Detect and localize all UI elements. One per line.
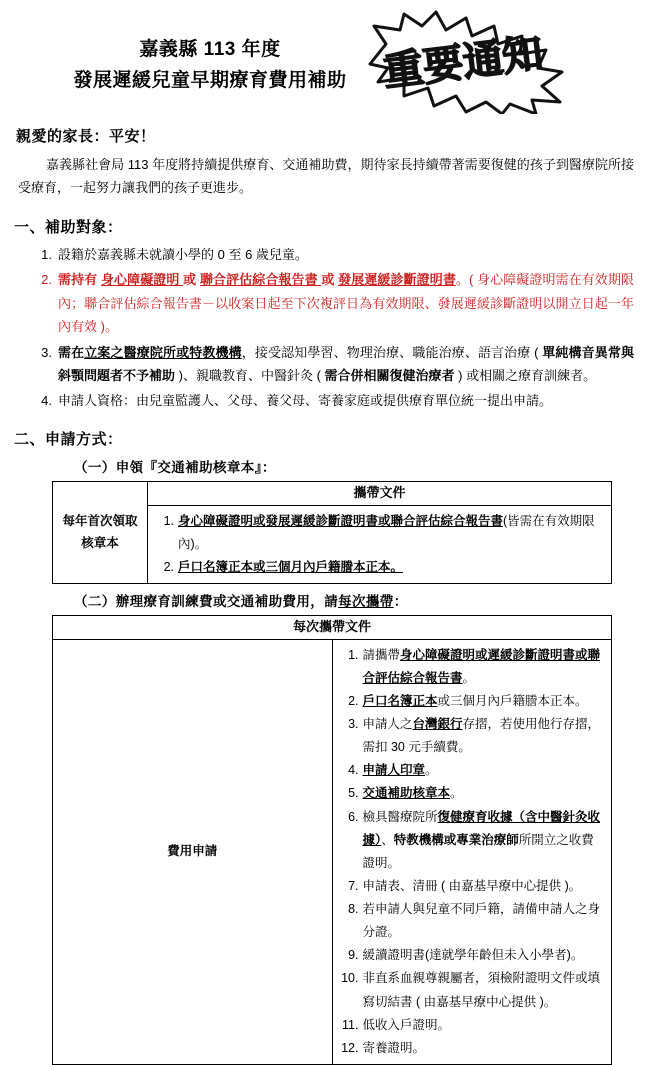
document-header bbox=[0, 0, 652, 120]
eligibility-list bbox=[0, 243, 652, 413]
text-run: 身心障礙證明或遲緩診斷證明書或聯合評估綜合報告書 bbox=[362, 647, 601, 685]
transport-stamp-book-table bbox=[52, 481, 612, 584]
list-item bbox=[363, 944, 604, 967]
text-run: 請攜帶 bbox=[362, 647, 401, 662]
text-run: 需在 bbox=[58, 344, 85, 360]
list-item bbox=[363, 1014, 604, 1037]
text-run: 交通補助核章本 bbox=[362, 786, 451, 801]
list-item bbox=[363, 644, 604, 690]
page-title bbox=[0, 34, 420, 97]
text-run: 設籍於嘉義縣未就讀小學的 0 至 6 歲兒童。 bbox=[58, 247, 308, 262]
table1-row-label: 每年首次領取 核章本 bbox=[53, 482, 148, 584]
list-item bbox=[363, 690, 604, 713]
section-1-heading: 一、補助對象： bbox=[14, 219, 123, 237]
subsection-1-title: （一）申領『交通補助核章本』： bbox=[74, 460, 276, 476]
table2-documents-cell bbox=[332, 639, 612, 1064]
intro-paragraph: 嘉義縣社會局 113 年度將持續提供療育、交通補助費，期待家長持續帶著需要復健的孩子到醫療院所接受療育，一起努力讓我們的孩子更進步。 bbox=[18, 156, 634, 195]
text-run: 聯合評估綜合報告書 bbox=[199, 272, 322, 288]
list-item bbox=[363, 967, 604, 1013]
table2-row-label: 費用申請 bbox=[53, 639, 333, 1064]
table1-documents-cell bbox=[148, 505, 612, 583]
text-run: 存摺，若使用他行存摺，需扣 30 元手續費。 bbox=[362, 717, 601, 755]
text-run: 申請人之 bbox=[362, 717, 413, 732]
text-run: 身心障礙證明或發展遲緩診斷證明書或聯合評估綜合報告書 bbox=[178, 513, 504, 528]
text-run: 或 bbox=[183, 272, 200, 288]
svg-text:重要通知: 重要通知 bbox=[380, 30, 546, 96]
list-item bbox=[58, 243, 634, 266]
text-run: 發展遲緩診斷證明書 bbox=[338, 272, 456, 288]
text-run: 或 bbox=[321, 272, 339, 288]
list-item bbox=[58, 268, 634, 338]
text-run: 非直系血親尊親屬者，須檢附證明文件或填寫切結書 ( 由嘉基早療中心提供 )。 bbox=[362, 971, 601, 1009]
text-run: 若申請人與兒童不同戶籍，請備申請人之身分證。 bbox=[362, 902, 601, 940]
table1-document-list bbox=[152, 508, 607, 581]
fee-application-table bbox=[52, 615, 612, 1065]
text-run: 或三個月內戶籍謄本正本。 bbox=[437, 693, 588, 708]
list-item bbox=[178, 556, 603, 579]
list-item bbox=[363, 713, 604, 759]
table1-column-header: 攜帶文件 bbox=[148, 482, 612, 506]
text-run: 所開立之收費證明。 bbox=[362, 832, 594, 870]
text-run: 。 bbox=[450, 786, 463, 801]
text-run: 戶口名簿正本 bbox=[362, 693, 438, 708]
list-item bbox=[363, 898, 604, 944]
text-run: ，接受認知學習、物理治療、職能治療、語言治療 ( bbox=[241, 344, 539, 360]
important-notice-stamp-icon bbox=[360, 10, 600, 114]
text-run: 。 bbox=[462, 670, 476, 685]
table2-column-header: 每次攜帶文件 bbox=[53, 615, 612, 639]
list-item bbox=[178, 510, 603, 556]
greeting-line: 親愛的家長：平安！ bbox=[16, 128, 156, 145]
text-run: 需合併相關復健治療者 bbox=[320, 367, 455, 383]
list-item bbox=[363, 875, 604, 898]
text-run: 、 bbox=[381, 832, 394, 847]
text-run: 。( 身心障礙證明需在有效期限內；聯合評估綜合報告書－以收案日起至下次複評日為有效期限、發展遲緩診斷證明以開立日起一年內有效 )。 bbox=[58, 272, 634, 335]
subsection-2-title: （二）辦理療育訓練費或交通補助費用，請每次攜帶： bbox=[74, 594, 408, 610]
text-run: 緩讀證明書(達就學年齡但未入小學者)。 bbox=[362, 948, 584, 963]
text-run: 低收入戶證明。 bbox=[362, 1017, 451, 1032]
list-item bbox=[363, 759, 604, 782]
text-run: )、親職教育、中醫針灸 ( bbox=[175, 367, 321, 383]
title-line-2: 發展遲緩兒童早期療育費用補助 bbox=[73, 70, 347, 92]
text-run: 戶口名簿正本或三個月內戶籍謄本正本。 bbox=[178, 560, 404, 575]
text-run: (皆需在有效期限內)。 bbox=[178, 513, 595, 552]
text-run: 台灣銀行 bbox=[412, 717, 463, 732]
text-run: 需持有 bbox=[58, 272, 101, 288]
list-item bbox=[363, 782, 604, 805]
text-run: 申請人資格：由兒童監護人、父母、養父母、寄養家庭或提供療育單位統一提出申請。 bbox=[58, 393, 553, 409]
text-run: 立案之醫療院所或特教機構 bbox=[84, 344, 242, 360]
list-item bbox=[363, 806, 604, 875]
text-run: 申請人印章 bbox=[362, 763, 426, 778]
text-run: 寄養證明。 bbox=[362, 1040, 426, 1055]
title-line-1: 嘉義縣 113 年度 bbox=[139, 39, 281, 60]
table2-document-list bbox=[337, 642, 608, 1062]
list-item bbox=[58, 389, 634, 412]
text-run: 。 bbox=[425, 763, 438, 778]
text-run: ) 或相關之療育訓練者。 bbox=[454, 367, 597, 383]
list-item bbox=[363, 1037, 604, 1060]
text-run: 檢具醫療院所 bbox=[362, 809, 438, 824]
text-run: 復健療育收據（含中醫針灸收據） bbox=[362, 809, 601, 847]
text-run: 單純構音異常與斜顎問題者不予補助 bbox=[58, 344, 634, 383]
text-run: 特教機構或專業治療師 bbox=[393, 832, 519, 847]
section-2-heading: 二、申請方式： bbox=[14, 430, 123, 448]
text-run: 身心障礙證明 bbox=[100, 272, 184, 288]
list-item bbox=[58, 341, 634, 388]
text-run: 申請表、清冊 ( 由嘉基早療中心提供 )。 bbox=[362, 878, 582, 893]
